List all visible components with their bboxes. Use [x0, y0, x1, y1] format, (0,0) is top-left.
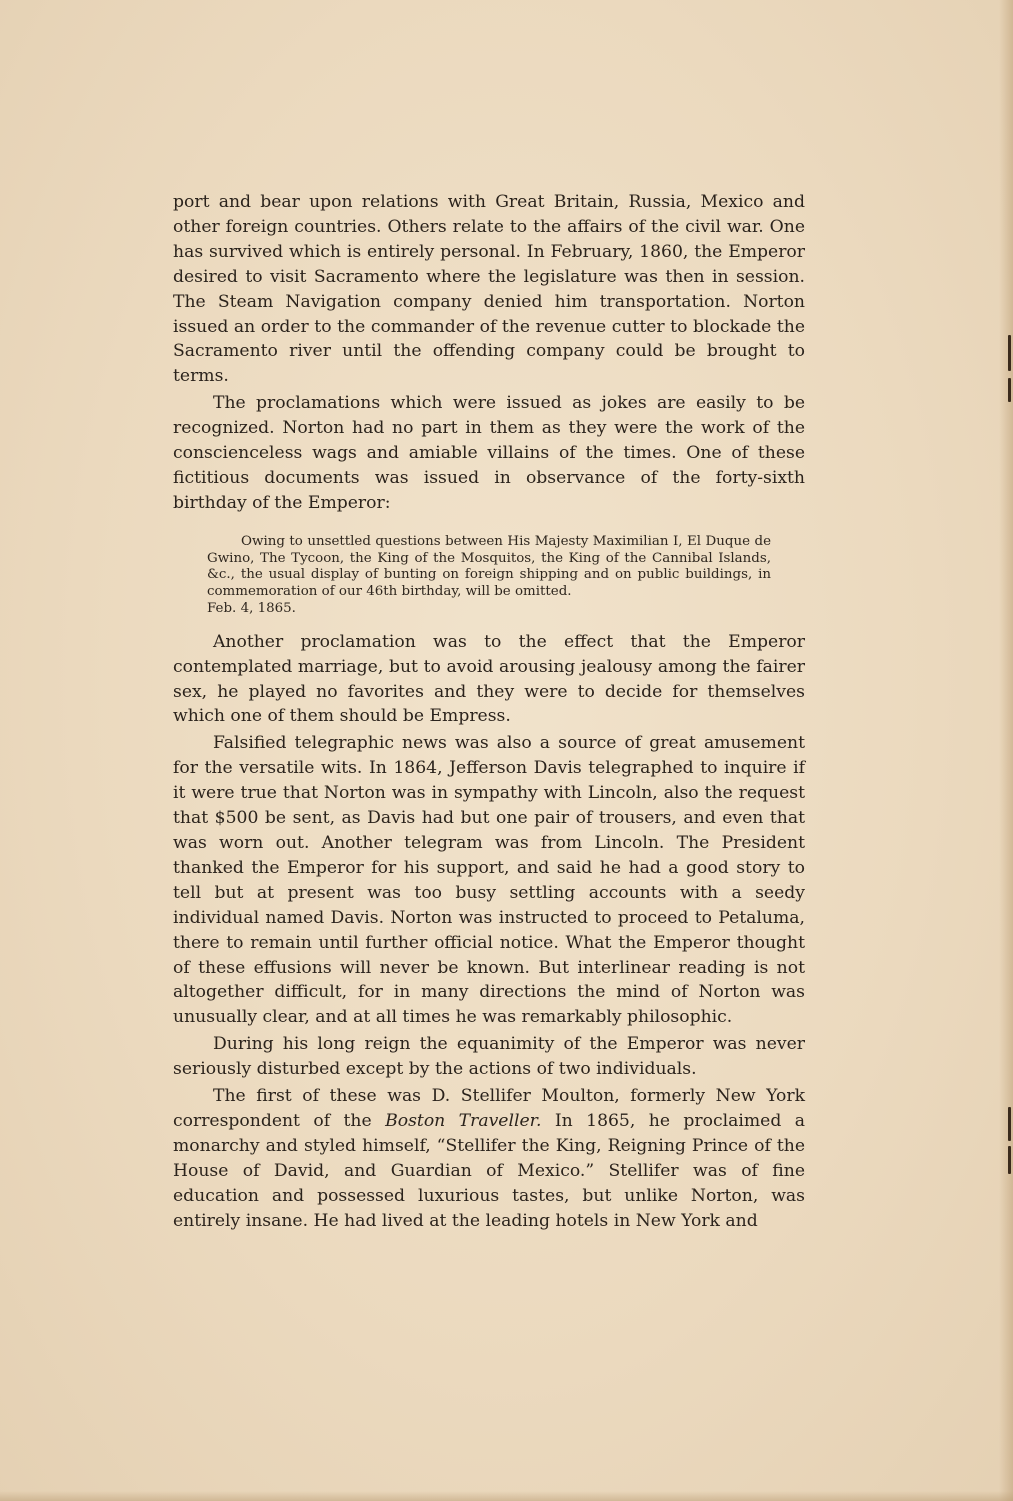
block-quote — [207, 534, 771, 618]
paragraph — [173, 1084, 805, 1233]
binding-mark — [1008, 1107, 1011, 1141]
binding-mark — [1008, 1146, 1011, 1174]
paragraph: Another proclamation was to the effect that the Emperor contemplated marriage, but to avoid arousing jealousy among the fairer sex, he played no favorites and they were to decide for themselves which one of them should be Empress. — [173, 631, 805, 727]
paragraph: Falsified telegraphic news was also a source of great amusement for the versatile wits. In 1864, Jefferson Davis telegraphed to inquire if it were true that Norton was in sympathy with Lincoln, also the request that $500 be sent, as Davis had but one pair of trousers, and even that was worn out. Another telegram was from Lincoln. The President thanked the Emperor for his support, and said he had a good story to tell but at present was too busy settling accounts with a seedy individual named Davis. Norton was instructed to proceed to Petaluma, there to remain until further official notice. What the Emperor thought of these effusions will never be known. But interlinear reading is not altogether difficult, for in many directions the mind of Norton was unusually clear, and at all times he was remarkably philosophic. — [173, 733, 805, 1028]
binding-mark — [1008, 335, 1011, 371]
paragraph: port and bear upon relations with Great Britain, Russia, Mexico and other foreign countries. Others relate to the affairs of the civil war. One has survived which is entirely personal. In February, 1860, the Emperor desired to visit Sacramento where the legislature was then in session. The Steam Navigation company denied him transportation. Norton issued an order to the commander of the revenue cutter to blockade the Sacramento river until the offending company could be brought to terms. — [173, 192, 805, 387]
page-edge-shadow — [999, 0, 1013, 1501]
binding-mark — [1008, 378, 1011, 402]
paragraph-text: The first of these was D. Stellifer Moulton, formerly New York correspondent of the — [173, 1086, 805, 1131]
quote-body: Owing to unsettled questions between His Majesty Maximilian I, El Duque de Gwino, The Tycoon, the King of the Mosquitos, the King of the Cannibal Islands, &c., the usual display of bunting on foreign shipping and on public buildings, in commemoration of our 46th birthday, will be omitted. — [207, 533, 771, 600]
paragraph: During his long reign the equanimity of the Emperor was never seriously disturbed except by the actions of two individuals. — [173, 1034, 805, 1080]
page-bottom-shadow — [0, 1491, 1013, 1501]
paragraph: The proclamations which were issued as jokes are easily to be recognized. Norton had no part in them as they were the work of the conscienceless wags and amiable villains of the times. One of these fictitious documents was issued in observance of the forty-sixth birthday of the Emperor: — [173, 393, 805, 513]
publication-title: Boston Traveller. — [385, 1110, 542, 1131]
paragraph-text: In 1865, he proclaimed a monarchy and styled himself, “Stellifer the King, Reigning Prince of the House of David, and Guardian of Mexico.” Stellifer was of fine education and possessed luxurious tastes, but unlike Norton, was entirely insane. He had lived at the leading hotels in New York and — [173, 1110, 805, 1231]
quote-date: Feb. 4, 1865. — [207, 600, 296, 616]
page-body-text — [173, 190, 805, 1234]
